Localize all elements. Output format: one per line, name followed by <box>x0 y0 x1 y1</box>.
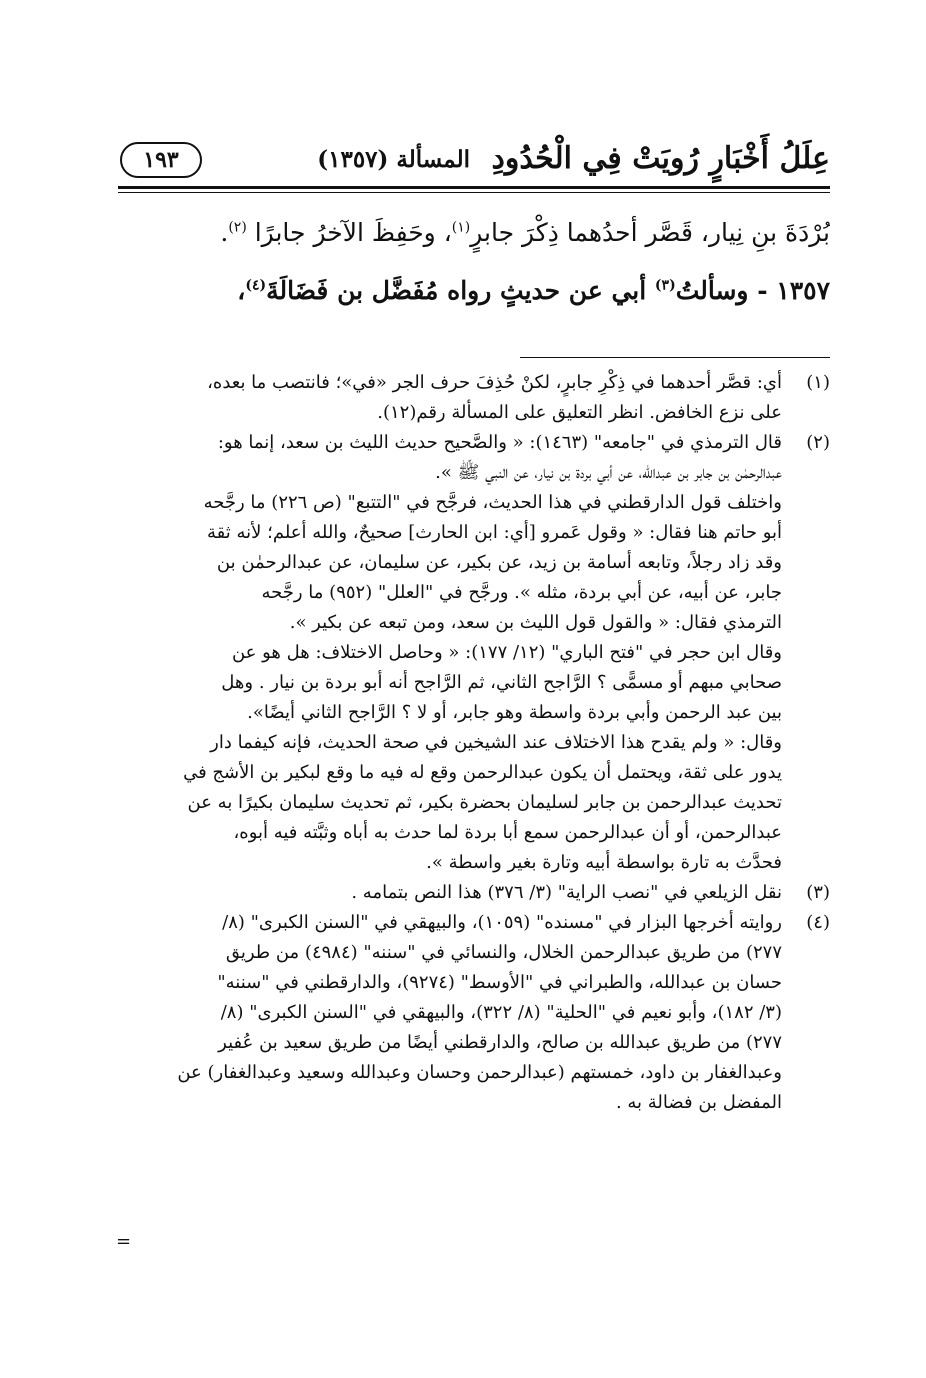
footnote-number: (٢) <box>806 432 830 453</box>
issue-heading-line <box>118 262 830 320</box>
book-title: عِلَلُ أَخْبَارٍ رُويَتْ فِي الْحُدُودِ <box>491 141 830 176</box>
footnote-number: (٣) <box>806 882 830 903</box>
header-rule <box>118 186 830 189</box>
footnote-line: ٢٧٧) من طريق عبدالرحمن الخلال، والنسائي في "سننه" (٤٩٨٤) من طريق <box>225 942 782 963</box>
footnote-line: واختلف قول الدارقطني في هذا الحديث، فرجَّح في "التتبع" (ص ٢٢٦) ما رجَّحه <box>203 492 782 513</box>
footnote <box>112 428 830 878</box>
footnote-line: ٢٧٧) من طريق عبدالله بن صالح، والدارقطني أيضًا من طريق سعيد بن عُفير <box>218 1032 782 1053</box>
continuation-mark: = <box>116 1231 132 1252</box>
footnotes <box>112 368 830 1118</box>
footnote <box>112 878 830 908</box>
main-line <box>118 204 830 262</box>
footnote-line: وقد زاد رجلاً، وتابعه أسامة بن زيد، عن بكير، عن سليمان، عن عبدالرحمٰن بن <box>216 552 782 573</box>
footnote-line: الترمذي فقال: « والقول قول الليث بن سعد، ومن تبعه عن بكير ». <box>289 612 782 633</box>
footnote-line: أي: قصَّر أحدهما في ذِكْرِ جابرٍ، لكنْ حُذِفَ حرف الجر «في»؛ فانتصب ما بعده، <box>207 372 782 393</box>
text-run: . <box>220 218 229 247</box>
page-number: ١٩٣ <box>120 142 202 178</box>
footnote-line: على نزع الخافض. انظر التعليق على المسألة رقم(١٢). <box>377 402 782 423</box>
text-run: بُرْدَةَ بنِ نِيار، قَصَّر أحدُهما ذِكْرَ جابرٍ <box>470 218 830 247</box>
footnote-line: عبدالرحمن، أو أن عبدالرحمن سمع أبا بردة لما حدث به أباه وثبَّته فيه أبوه، <box>233 822 782 843</box>
footnote <box>112 368 830 428</box>
footnote-line: نقل الزيلعي في "نصب الراية" (٣/ ٣٧٦) هذا النص بتمامه . <box>351 882 782 903</box>
footnote-line: حسان بن عبدالله، والطبراني في "الأوسط" (٩٢٧٤)، والدارقطني في "سننه" <box>217 972 782 993</box>
footnote-line: أبو حاتم هنا فقال: « وقول عَمرو [أي: ابن الحارث] صحيحٌ، والله أعلم؛ لأنه ثقة <box>207 522 782 543</box>
footnote-line: وقال: « ولم يقدح هذا الاختلاف عند الشيخين في صحة الحديث، فإنه كيفما دار <box>210 732 782 753</box>
footnote-line: صحابي مبهم أو مسمًّى ؟ الرَّاجح الثاني، ثم الرَّاجح أنه أبو بردة بن نيار . وهل <box>221 672 782 693</box>
issue-label: المسألة (١٣٥٧) <box>317 146 470 173</box>
footnote-line: وعبدالغفار بن داود، خمستهم (عبدالرحمن وحسان وعبدالله وسعيد وعبدالغفار) عن <box>177 1062 782 1083</box>
main-text <box>118 204 830 320</box>
footnote-line: يدور على ثقة، ويحتمل أن يكون عبدالرحمن وقع له فيه ما وقع لبكير بن الأشج في <box>183 762 782 783</box>
footnote-line: عبدالرحمٰن بن جابر بن عبدالله، عن أبي بردة بن نيار، عن النبي ﷺ ». <box>435 462 782 483</box>
footnote-line: بين عبد الرحمن وأبي بردة واسطة وهو جابر، أو لا ؟ الرَّاجح الثاني أيضًا». <box>247 702 782 723</box>
footnote-ref: (١) <box>451 219 471 236</box>
footnote-line: جابر، عن أبيه، عن أبي بردة، مثله ». ورجَّح في "العلل" (٩٥٢) ما رجَّحه <box>261 582 782 603</box>
footnote-ref: (٢) <box>228 219 247 236</box>
footnote-separator <box>520 357 830 358</box>
text-run: ، <box>237 276 246 305</box>
footnote-ref: (٤) <box>245 277 267 294</box>
footnote-number: (١) <box>806 372 830 393</box>
text-run: أبي عن حديثٍ رواه مُفَضَّل بن فَضَالَةَ <box>266 276 655 305</box>
header-rule-thin <box>118 192 830 193</box>
text-run: ، وحَفِظَ الآخرُ جابرًا <box>246 218 452 247</box>
footnote-line: فحدَّث به تارة بواسطة أبيه وتارة بغير واسطة ». <box>426 852 782 873</box>
footnote-line: قال الترمذي في "جامعه" (١٤٦٣): « والصَّحيح حديث الليث بن سعد، إنما هو: <box>217 432 782 453</box>
footnote-line: (٣/ ١٨٢)، وأبو نعيم في "الحلية" (٨/ ٣٢٢)، والبيهقي في "السنن الكبرى" (٨/ <box>220 1002 782 1023</box>
footnote-line: تحديث عبدالرحمن بن جابر لسليمان بحضرة بكير، ثم تحديث سليمان بكيرًا به عن <box>187 792 782 813</box>
footnote-line: روايته أخرجها البزار في "مسنده" (١٠٥٩)، والبيهقي في "السنن الكبرى" (٨/ <box>222 912 782 933</box>
page-header <box>118 132 830 186</box>
footnote-line: المفضل بن فضالة به . <box>615 1092 782 1113</box>
footnote-line: وقال ابن حجر في "فتح الباري" (١٢/ ١٧٧): « وحاصل الاختلاف: هل هو عن <box>231 642 782 663</box>
footnote-number: (٤) <box>806 912 830 933</box>
footnote <box>112 908 830 1118</box>
text-run: ١٣٥٧ - وسألتُ <box>675 276 830 305</box>
footnote-ref: (٣) <box>654 277 676 294</box>
